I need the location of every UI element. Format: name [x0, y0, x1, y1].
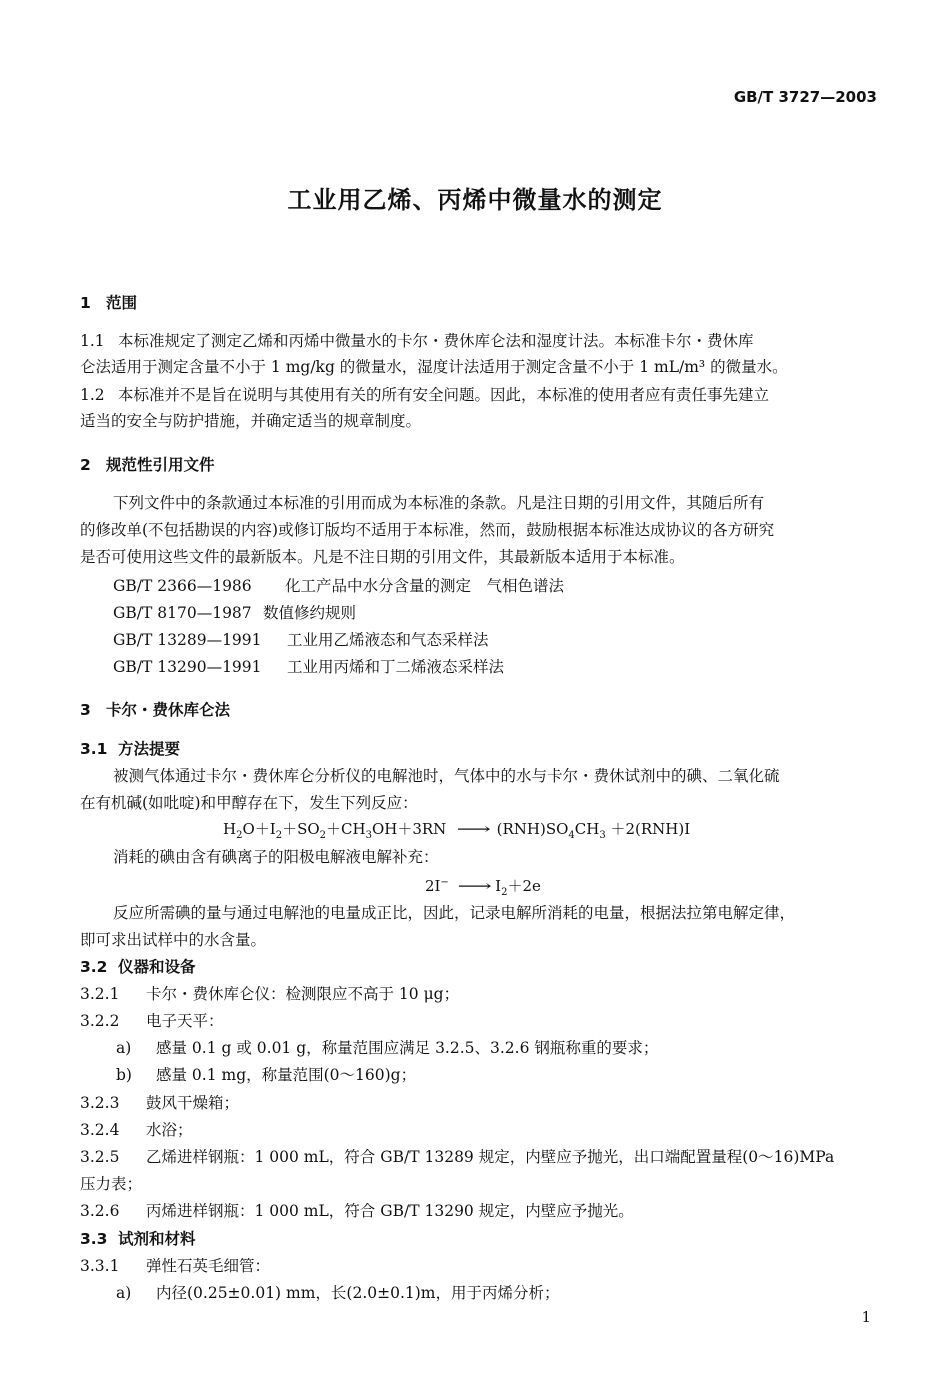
clause-text: 弹性石英毛细管：	[146, 1257, 271, 1275]
paragraph-text: 本标准并不是旨在说明与其使用有关的所有安全问题。因此，本标准的使用者应有责任事先建立	[118, 386, 770, 404]
reference-item	[113, 656, 504, 678]
clause-number: 3.2.5	[80, 1148, 120, 1166]
reference-item	[113, 602, 356, 624]
paragraph-3-1-l1: 被测气体通过卡尔・费休库仑分析仪的电解池时，气体中的水与卡尔・费休试剂中的碘、二氧化硫	[113, 767, 780, 785]
reaction-arrow-icon: ⟶	[457, 877, 492, 895]
clause-number: 1.1	[80, 332, 105, 350]
clause-1-1-cont: 仑法适用于测定含量不小于 1 mg/kg 的微量水，湿度计法适用于测定含量不小于 1 mL/m³ 的微量水。	[80, 358, 788, 376]
section-2-paragraph-l1: 下列文件中的条款通过本标准的引用而成为本标准的条款。凡是注日期的引用文件，其随后所有	[113, 494, 765, 512]
section-number: 2	[80, 456, 91, 474]
reference-code: GB/T 8170—1987	[113, 604, 252, 622]
subsection-3-1-heading	[80, 738, 180, 760]
clause-number: 3.3.1	[80, 1257, 120, 1275]
list-item	[116, 1282, 560, 1304]
reference-item	[113, 629, 489, 651]
clause-1-2-cont: 适当的安全与防护措施，并确定适当的规章制度。	[80, 412, 422, 430]
clause-number: 3.1	[80, 740, 108, 758]
subsection-title: 仪器和设备	[118, 958, 196, 976]
section-2-paragraph-l3: 是否可使用这些文件的最新版本。凡是不注日期的引用文件，其最新版本适用于本标准。	[80, 548, 685, 566]
clause-3-2-5	[80, 1146, 834, 1168]
standard-code: GB/T 3727—2003	[733, 88, 877, 106]
clause-3-2-3	[80, 1092, 239, 1114]
list-text: 内径(0.25±0.01) mm，长(2.0±0.1)m，用于丙烯分析；	[156, 1284, 560, 1302]
list-text: 感量 0.1 mg，称量范围(0～160)g；	[156, 1066, 417, 1084]
clause-1-1	[80, 330, 754, 352]
reference-title: 数值修约规则	[263, 604, 357, 622]
section-2-paragraph-l2: 的修改单(不包括勘误的内容)或修订版均不适用于本标准，然而，鼓励根据本标准达成协议的各方研究	[80, 521, 775, 539]
subsection-title: 试剂和材料	[118, 1230, 196, 1248]
clause-number: 3.2	[80, 958, 108, 976]
list-label: b)	[116, 1066, 132, 1084]
reaction-equation-2: 2I− ⟶ $I_2+2e$	[425, 877, 541, 898]
clause-number: 3.2.4	[80, 1121, 120, 1139]
clause-number: 3.2.3	[80, 1094, 120, 1112]
paragraph-3-1-l2: 在有机碱(如吡啶)和甲醇存在下，发生下列反应：	[80, 794, 418, 812]
reference-code: GB/T 13289—1991	[113, 631, 262, 649]
section-number: 3	[80, 701, 91, 719]
clause-3-2-4	[80, 1119, 193, 1141]
clause-text: 鼓风干燥箱；	[146, 1094, 240, 1112]
clause-3-3-1	[80, 1255, 270, 1277]
clause-3-2-6	[80, 1200, 634, 1222]
reference-title: 化工产品中水分含量的测定 气相色谱法	[285, 577, 565, 595]
section-title: 规范性引用文件	[106, 456, 215, 474]
page-title: 工业用乙烯、丙烯中微量水的测定	[287, 186, 663, 214]
clause-number: 3.3	[80, 1230, 108, 1248]
clause-3-2-2	[80, 1010, 224, 1032]
clause-text: 水浴；	[146, 1121, 193, 1139]
reference-code: GB/T 13290—1991	[113, 658, 262, 676]
clause-3-2-1	[80, 983, 459, 1005]
clause-text: 乙烯进样钢瓶：1 000 mL，符合 GB/T 13289 规定，内壁应予抛光，出口端配置量程(0～16)MPa	[146, 1148, 835, 1166]
section-3-heading	[80, 699, 230, 721]
clause-number: 1.2	[80, 386, 105, 404]
page-number: 1	[861, 1308, 871, 1326]
subsection-title: 方法提要	[118, 740, 181, 758]
paragraph-3-1-p3-l1: 反应所需碘的量与通过电解池的电量成正比，因此，记录电解所消耗的电量，根据法拉第电解定律，	[113, 904, 796, 922]
list-item	[116, 1064, 416, 1086]
section-title: 卡尔・费休库仑法	[106, 701, 231, 719]
clause-number: 3.2.2	[80, 1012, 120, 1030]
subsection-3-3-heading	[80, 1228, 196, 1250]
reference-title: 工业用乙烯液态和气态采样法	[287, 631, 489, 649]
section-number: 1	[80, 294, 91, 312]
list-label: a)	[116, 1039, 132, 1057]
paragraph-text: 本标准规定了测定乙烯和丙烯中微量水的卡尔・费休库仑法和湿度计法。本标准卡尔・费休库	[118, 332, 754, 350]
reaction-arrow-icon: ⟶	[456, 820, 492, 838]
clause-text: 电子天平：	[146, 1012, 224, 1030]
clause-text: 卡尔・费休库仑仪：检测限应不高于 10 μg；	[146, 985, 460, 1003]
reference-title: 工业用丙烯和丁二烯液态采样法	[287, 658, 505, 676]
list-text: 感量 0.1 g 或 0.01 g，称量范围应满足 3.2.5、3.2.6 钢瓶称重的要求；	[156, 1039, 659, 1057]
section-2-heading	[80, 454, 215, 476]
paragraph-3-1-p2: 消耗的碘由含有碘离子的阳极电解液电解补充：	[113, 848, 439, 866]
reference-code: GB/T 2366—1986	[113, 577, 252, 595]
section-1-heading	[80, 292, 137, 314]
clause-3-2-5-cont: 压力表；	[80, 1175, 143, 1193]
clause-number: 3.2.1	[80, 985, 120, 1003]
clause-text: 丙烯进样钢瓶：1 000 mL，符合 GB/T 13290 规定，内壁应予抛光。	[146, 1202, 634, 1220]
clause-1-2	[80, 384, 769, 406]
reference-item	[113, 575, 564, 597]
clause-number: 3.2.6	[80, 1202, 120, 1220]
reaction-equation-1: $H_2O+I_2+SO_2+CH_3OH+3RN$ ⟶ $(RNH)SO_4CH_3 +2(RNH)I$	[223, 820, 691, 841]
paragraph-3-1-p3-l2: 即可求出试样中的水含量。	[80, 931, 267, 949]
subsection-3-2-heading	[80, 956, 196, 978]
list-item	[116, 1037, 658, 1059]
list-label: a)	[116, 1284, 132, 1302]
section-title: 范围	[106, 294, 138, 312]
